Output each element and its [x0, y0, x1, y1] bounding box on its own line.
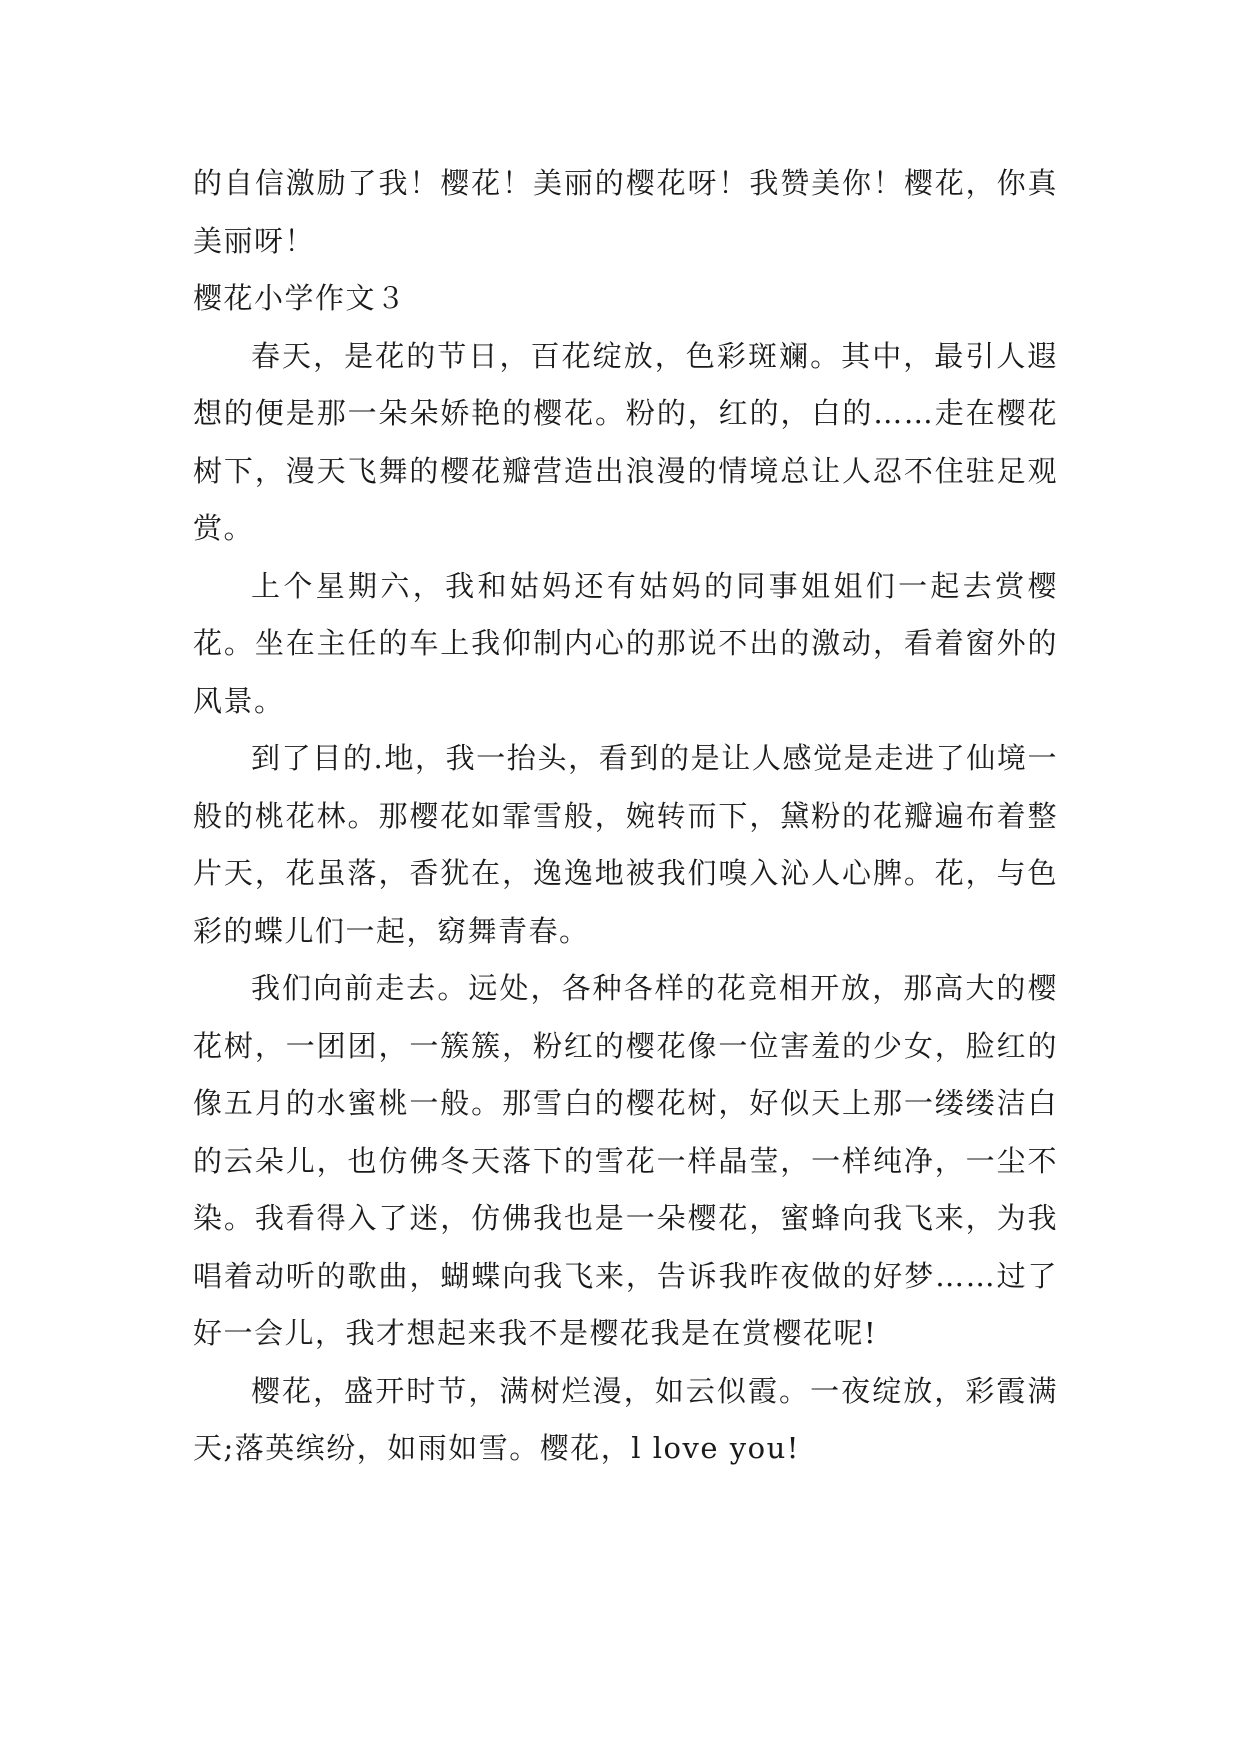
paragraph-5: 樱花，盛开时节，满树烂漫，如云似霞。一夜绽放，彩霞满天;落英缤纷，如雨如雪。樱花，l love you! — [193, 1373, 1058, 1465]
section-title: 樱花小学作文３ — [193, 281, 407, 315]
paragraph-3: 到了目的.地，我一抬头，看到的是让人感觉是走进了仙境一般的桃花林。那樱花如霏雪般，婉转而下，黛粉的花瓣遍布着整片天，花虽落，香犹在，逸逸地被我们嗅入沁人心脾。花，与色彩的蝶儿们一起，窈舞青春。 — [193, 741, 1058, 948]
paragraph-4: 我们向前走去。远处，各种各样的花竞相开放，那高大的樱花树，一团团，一簇簇，粉红的樱花像一位害羞的少女，脸红的像五月的水蜜桃一般。那雪白的樱花树，好似天上那一缕缕洁白的云朵儿，也仿佛冬天落下的雪花一样晶莹，一样纯净，一尘不染。我看得入了迷，仿佛我也是一朵樱花，蜜蜂向我飞来，为我唱着动听的歌曲，蝴蝶向我飞来，告诉我昨夜做的好梦……过了好一会儿，我才想起来我不是樱花我是在赏樱花呢! — [193, 971, 1058, 1350]
paragraph-2: 上个星期六，我和姑妈还有姑妈的同事姐姐们一起去赏樱花。坐在主任的车上我仰制内心的那说不出的激动，看着窗外的风景。 — [193, 568, 1058, 718]
document-page — [193, 155, 1058, 1478]
paragraph-1: 春天，是花的节日，百花绽放，色彩斑斓。其中，最引人遐想的便是那一朵朵娇艳的樱花。粉的，红的，白的……走在樱花树下，漫天飞舞的樱花瓣营造出浪漫的情境总让人忍不住驻足观赏。 — [193, 338, 1058, 545]
intro-paragraph: 的自信激励了我！樱花！美丽的樱花呀！我赞美你！樱花，你真美丽呀！ — [193, 166, 1058, 258]
